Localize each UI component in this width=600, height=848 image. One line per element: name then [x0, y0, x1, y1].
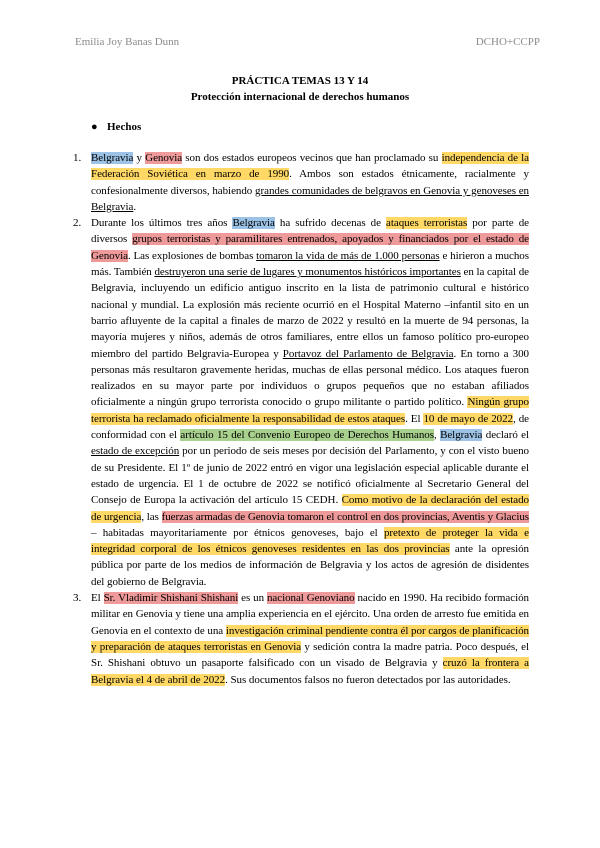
- highlight-red: grupos terroristas y paramilitares entrenados, apoyados y financiados por el estado de Genovia: [91, 233, 529, 262]
- highlight-blue: Belgravia: [440, 429, 483, 442]
- numbered-list: [73, 150, 530, 688]
- text-segment: , de conformidad con el: [91, 412, 530, 442]
- text-segment: . En torno a 300 personas más resultaron gravemente heridas, muchas de ellas personal médico. Los ataques fueron realizados en su mayor parte por individuos o grupos pequeños que no estaban afiliados oficialmente a ningún grupo terrorista conocido o grupo militante o partido político.: [91, 347, 529, 409]
- text-segment: ante la opresión pública por parte de los medios de información de Belgravia y los actos de agresión de disidentes del gobierno de Belgravia.: [91, 543, 529, 588]
- text-segment: en la capital de Belgravia, incluyendo un edificio antiguo inscrito en la lista de patrimonio cultural e histórico nacional y mundial. La explosión más reciente ocurrió en el Hospital Materno –infantil sito en un barrio afluyente de la capital a finales de marzo de 2022 y resultó en la muerte de 94 personas, la mayoría mujeres y niños, además de otros familiares, entre ellos un famoso político pro-europeo miembro del partido Belgravia-Europea y: [91, 266, 529, 360]
- list-item-text: [91, 152, 529, 213]
- list-item: [73, 590, 529, 688]
- text-segment: y: [133, 152, 146, 164]
- highlight-yellow: pretexto de proteger la vida e integridad corporal de los étnicos genoveses residentes en las dos provincias: [91, 526, 529, 556]
- text-segment: es un: [238, 592, 267, 605]
- text-segment: . Ambos son estados étnicamente, racialmente y confesionalmente diversos, habiendo: [91, 168, 529, 197]
- title-line-2: Protección internacional de derechos humanos: [190, 91, 410, 103]
- highlight-yellow: ataques terroristas: [386, 217, 468, 230]
- header-course: DCHO+CCPP: [475, 36, 540, 48]
- title-line-1: PRÁCTICA TEMAS 13 Y 14: [231, 75, 369, 87]
- highlight-yellow: Ningún grupo terrorista ha reclamado oficialmente la responsabilidad de estos ataques: [91, 396, 529, 425]
- text-segment: por un periodo de seis meses por decisión del Parlamento, y con el visto bueno de su Presidente. El 1º de junio de 2022 entró en vigor una legislación especial aplicable durante el estado de urgencia. El 1 de octubre de 2022 se notificó oficialmente al Secretario General del Consejo de Europa la activación del artículo 15 CEDH.: [91, 445, 529, 507]
- text-segment: Durante los últimos tres años: [91, 217, 233, 230]
- document-title: [0, 73, 600, 105]
- list-item: [73, 215, 530, 590]
- list-item-text: [91, 217, 529, 588]
- text-segment: y sedición contra la madre patria. Poco después, el Sr. Shishani obtuvo un pasaporte falsificado con un visado de Belgravia y: [91, 640, 529, 670]
- text-segment: . Las explosiones de bombas: [127, 249, 257, 262]
- list-item-number: 2.: [73, 217, 82, 230]
- list-item: [73, 150, 530, 215]
- highlight-blue: Belgravia: [232, 217, 275, 230]
- text-segment: , las: [141, 510, 162, 523]
- list-item-text: [91, 592, 529, 685]
- text-segment: son dos estados europeos vecinos que han proclamado su: [182, 152, 442, 164]
- underlined-text: tomaron la vida de más de 1.000 personas: [256, 249, 440, 262]
- text-segment: e hirieron a muchos más. También: [91, 249, 529, 279]
- highlight-yellow: 10 de mayo de 2022: [423, 412, 514, 425]
- text-segment: ha sufrido decenas de: [274, 217, 387, 230]
- text-segment: .: [133, 200, 137, 213]
- highlight-green: artículo 15 del Convenio Europeo de Derechos Humanos: [180, 429, 434, 442]
- underlined-text: destruyeron una serie de lugares y monumentos históricos importantes: [154, 266, 461, 279]
- highlight-yellow: investigación criminal pendiente contra él por cargos de planificación y preparación de ataques terroristas en Genovia: [91, 624, 529, 653]
- underlined-text: grandes comunidades de belgravos en Genovia y genoveses en Belgravia: [91, 184, 530, 213]
- highlight-red: fuerzas armadas de Genovia tomaron el control en dos provincias, Aventis y Glacius: [161, 510, 530, 523]
- highlight-yellow: Como motivo de la declaración del estado de urgencia: [91, 494, 529, 523]
- text-segment: nacido en 1990. Ha recibido formación militar en Genovia y tiene una amplia experiencia en el ejército. Una orden de arresto fue emitida en Genovia en el contexto de una: [91, 592, 529, 637]
- highlight-red: Genovia: [145, 152, 183, 164]
- list-item-number: 1.: [73, 152, 82, 164]
- text-segment: ,: [433, 429, 441, 442]
- text-segment: por parte de diversos: [91, 217, 529, 246]
- underlined-text: Portavoz del Parlamento de Belgravia: [282, 347, 454, 360]
- text-segment: El: [91, 592, 104, 605]
- highlight-yellow: cruzó la frontera a Belgravia el 4 de abril de 2022: [91, 657, 529, 686]
- underlined-text: estado de excepción: [91, 445, 180, 458]
- highlight-red: Sr. Vladimir Shishani Shishani: [103, 592, 239, 605]
- text-segment: – habitadas mayoritariamente por étnicos genoveses, bajo el: [91, 526, 384, 539]
- header-author: Emilia Joy Banas Dunn: [75, 36, 180, 48]
- list-item-number: 3.: [73, 592, 82, 605]
- text-segment: declaró el: [482, 429, 529, 442]
- section-heading: [91, 121, 141, 133]
- highlight-red: nacional Genoviano: [266, 592, 355, 605]
- text-segment: . El: [405, 412, 424, 425]
- section-heading-text: Hechos: [107, 121, 142, 133]
- text-segment: . Sus documentos falsos no fueron detectados por las autoridades.: [225, 673, 511, 686]
- highlight-blue: Belgravia: [91, 152, 134, 164]
- highlight-yellow: independencia de la Federación Soviética en marzo de 1990: [91, 152, 529, 181]
- bullet-icon: ●: [91, 121, 98, 133]
